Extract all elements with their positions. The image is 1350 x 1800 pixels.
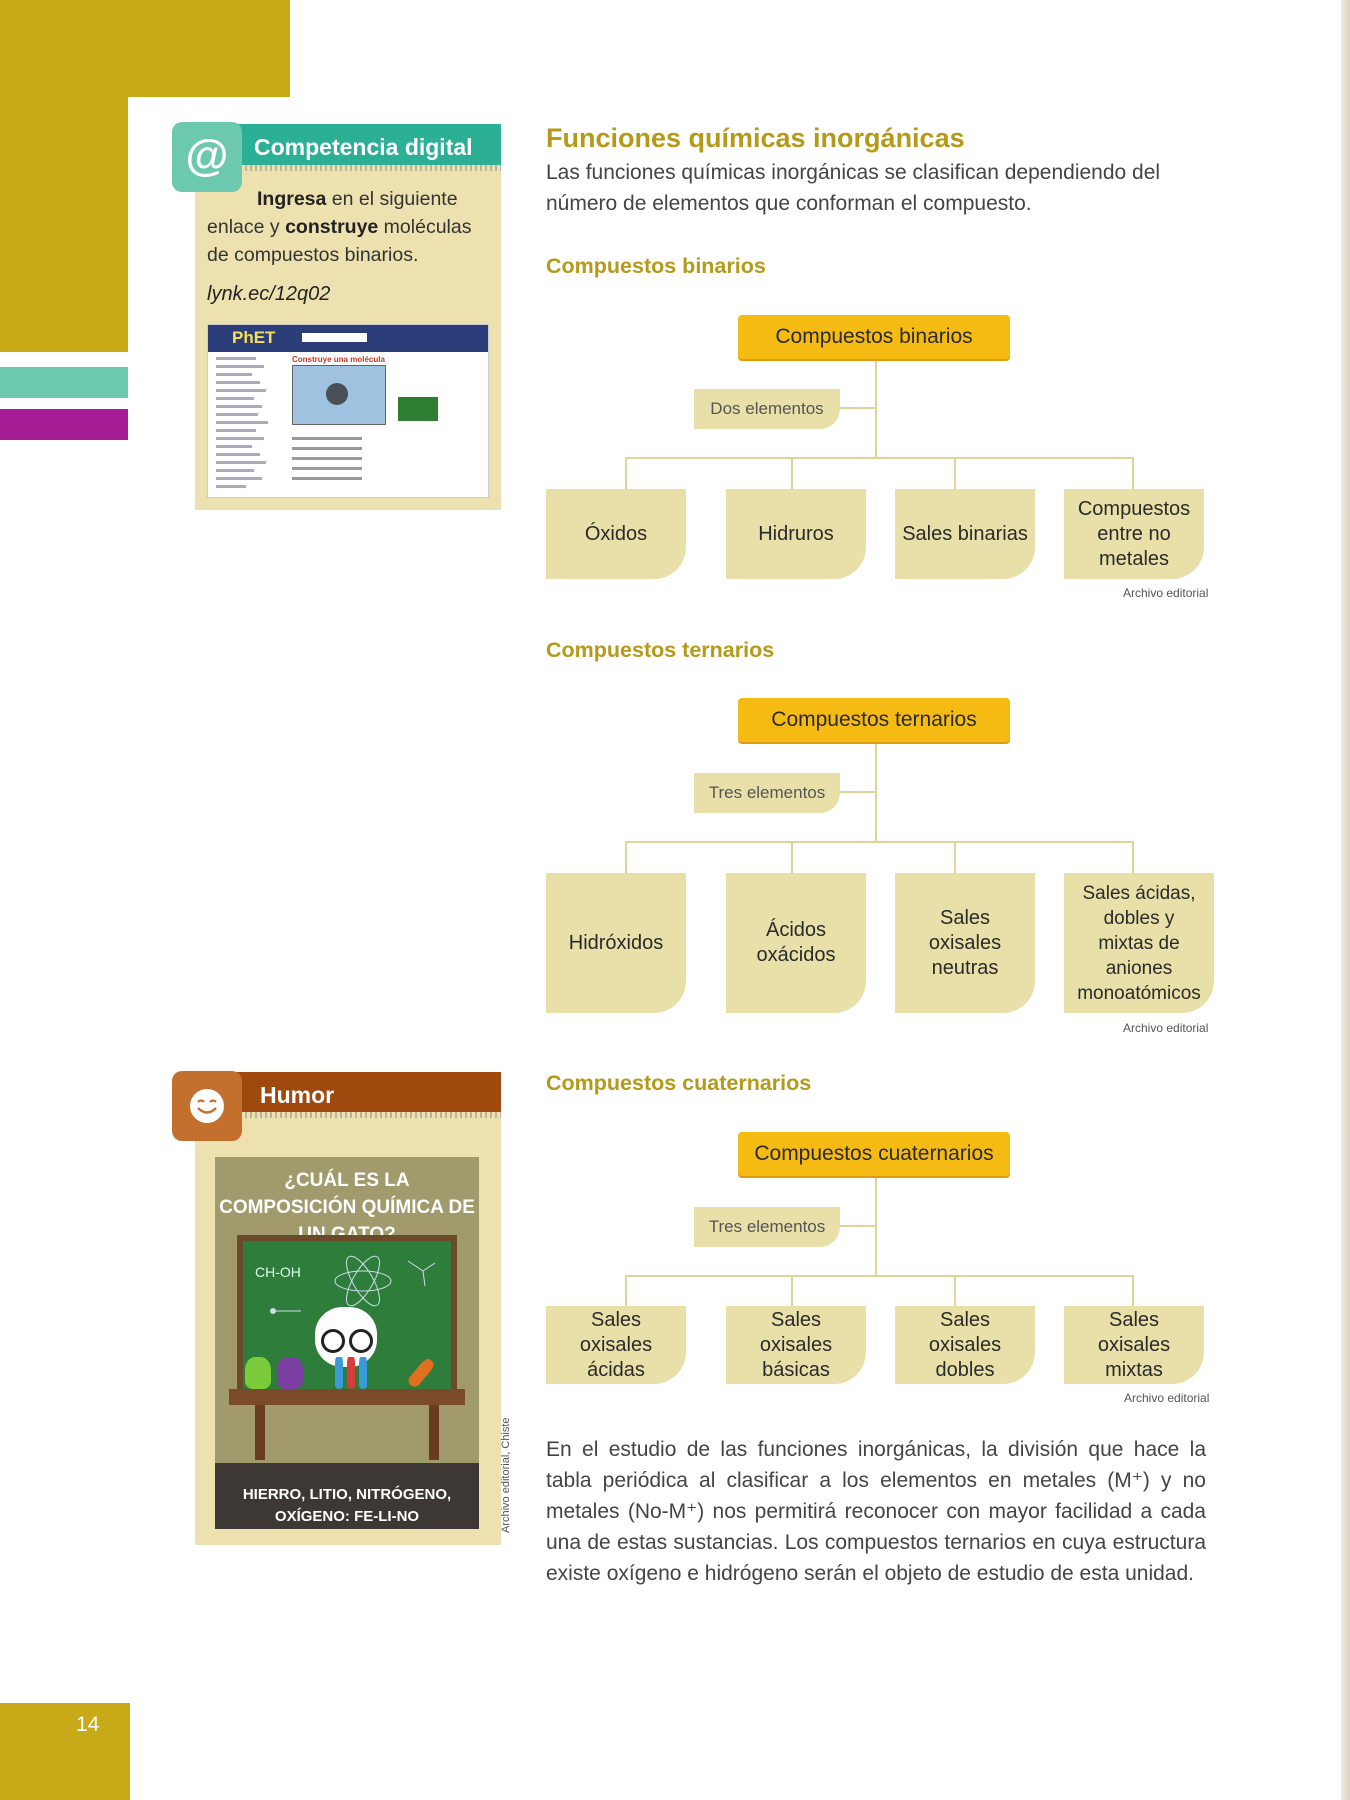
diagram-header-binarios: Compuestos binarios xyxy=(738,315,1010,359)
cartoon-answer: HIERRO, LITIO, NITRÓGENO, OXÍGENO: FE-LI-NO xyxy=(242,1486,452,1525)
svg-text:CH-OH: CH-OH xyxy=(255,1264,301,1280)
connector-line xyxy=(791,841,793,873)
instruction-text: en el siguiente enlace y xyxy=(207,188,458,238)
cartoon-question: ¿CUÁL ES LA COMPOSICIÓN QUÍMICA DE xyxy=(219,1170,475,1218)
connector-line xyxy=(1132,1275,1134,1307)
glasses-icon xyxy=(321,1329,345,1353)
test-tube-icon xyxy=(359,1357,367,1389)
connector-line xyxy=(791,457,793,489)
decorative-gold-column xyxy=(0,97,128,352)
phet-logo: PhET xyxy=(232,328,276,347)
leaf-sales-oxisales-mixtas: Sales oxisales mixtas xyxy=(1064,1306,1204,1384)
diagram-credit: Archivo editorial xyxy=(1124,1391,1210,1405)
connector-line xyxy=(625,841,627,873)
humor-title: Humor xyxy=(260,1082,335,1108)
phet-menu-line xyxy=(292,447,362,450)
decorative-gold-block xyxy=(0,0,290,97)
header-hatch xyxy=(240,1112,501,1118)
phet-download-badge xyxy=(398,397,438,421)
leaf-hidroxidos: Hidróxidos xyxy=(546,873,686,1013)
connector-line xyxy=(791,1275,793,1307)
diagram-header-cuaternarios: Compuestos cuaternarios xyxy=(738,1132,1010,1176)
connector-line xyxy=(840,407,876,409)
element-count-label: Tres elementos xyxy=(694,1207,840,1247)
table-leg xyxy=(429,1405,439,1460)
phet-menu-line xyxy=(292,437,362,440)
connector-line xyxy=(954,457,956,489)
phet-menu-line xyxy=(292,467,362,470)
decorative-teal-bar xyxy=(0,367,128,398)
connector-line xyxy=(625,1275,1133,1277)
leaf-oxidos: Óxidos xyxy=(546,489,686,579)
cartoon-credit: Archivo editorial, Chiste xyxy=(500,1417,512,1533)
leaf-sales-oxisales-neutras: Sales oxisales neutras xyxy=(895,873,1035,1013)
lab-table xyxy=(229,1389,465,1405)
connector-line xyxy=(840,791,876,793)
connector-line xyxy=(625,457,627,489)
flask-icon xyxy=(277,1357,303,1389)
decorative-magenta-bar xyxy=(0,409,128,440)
instruction-verb-construye: construye xyxy=(285,216,379,238)
page-edge-shadow xyxy=(1341,0,1350,1800)
intro-paragraph: Las funciones químicas inorgánicas se clasifican dependiendo del número de elementos que conforman el compuesto. xyxy=(546,161,1161,215)
table-leg xyxy=(255,1405,265,1460)
leaf-sales-oxisales-dobles: Sales oxisales dobles xyxy=(895,1306,1035,1384)
digital-instructions xyxy=(207,185,492,269)
play-icon xyxy=(326,383,348,405)
section-title-ternarios: Compuestos ternarios xyxy=(546,638,775,662)
leaf-compuestos-no-metales: Compuestos entre no metales xyxy=(1064,489,1204,579)
glasses-icon xyxy=(349,1329,373,1353)
test-tube-icon xyxy=(335,1357,343,1389)
phet-heading: Construye una molécula xyxy=(292,355,385,364)
test-tube-icon xyxy=(347,1357,355,1389)
connector-line xyxy=(625,1275,627,1307)
instruction-verb-ingresa: Ingresa xyxy=(257,188,327,210)
phet-menu-line xyxy=(292,457,362,460)
phet-screenshot[interactable] xyxy=(207,324,489,498)
leaf-sales-binarias: Sales binarias xyxy=(895,489,1035,579)
diagram-credit: Archivo editorial xyxy=(1123,586,1209,600)
digital-competence-title: Competencia digital xyxy=(254,134,473,160)
leaf-hidruros: Hidruros xyxy=(726,489,866,579)
resource-link[interactable]: lynk.ec/12q02 xyxy=(207,283,331,305)
phet-menu-line xyxy=(292,477,362,480)
leaf-sales-oxisales-acidas: Sales oxisales ácidas xyxy=(546,1306,686,1384)
page-number-block xyxy=(0,1703,130,1800)
section-title-cuaternarios: Compuestos cuaternarios xyxy=(546,1071,812,1095)
at-icon: @ xyxy=(172,122,242,192)
cartoon-illustration xyxy=(215,1157,479,1529)
element-count-label: Dos elementos xyxy=(694,389,840,429)
leaf-sales-oxisales-basicas: Sales oxisales básicas xyxy=(726,1306,866,1384)
leaf-acidos-oxacidos: Ácidos oxácidos xyxy=(726,873,866,1013)
header-hatch xyxy=(240,165,501,171)
connector-line xyxy=(954,841,956,873)
smile-icon xyxy=(190,1089,224,1123)
leaf-sales-acidas: Sales ácidas, dobles y mixtas de aniones monoatómicos xyxy=(1064,873,1214,1013)
flask-icon xyxy=(245,1357,271,1389)
connector-line xyxy=(625,457,1133,459)
phet-search-input xyxy=(302,333,367,342)
connector-line xyxy=(954,1275,956,1307)
element-count-label: Tres elementos xyxy=(694,773,840,813)
connector-line xyxy=(625,841,1133,843)
diagram-credit: Archivo editorial xyxy=(1123,1021,1209,1035)
closing-paragraph: En el estudio de las funciones inorgánicas, la división que hace la tabla periódica al clasificar a los elementos en metales (M⁺) y no metales (No-M⁺) nos permitirá reconocer con mayor facilidad a cada una de estas sustancias. Los compuestos ternarios en cuya estructura existe oxígeno e hidrógeno serán el objeto de estudio de esta unidad. xyxy=(546,1438,1206,1585)
page-title: Funciones químicas inorgánicas xyxy=(546,123,965,153)
instruction-text-end: moléculas de compuestos binarios. xyxy=(207,216,472,266)
connector-line xyxy=(1132,841,1134,873)
page-number: 14 xyxy=(76,1713,100,1736)
connector-line xyxy=(840,1225,876,1227)
section-title-binarios: Compuestos binarios xyxy=(546,254,766,278)
diagram-header-ternarios: Compuestos ternarios xyxy=(738,698,1010,742)
connector-line xyxy=(1132,457,1134,489)
